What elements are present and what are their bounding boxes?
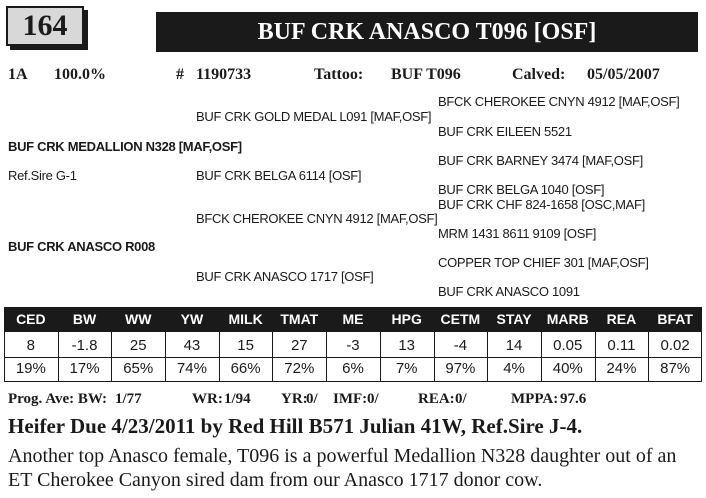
epd-value-cell: -1.8 — [71, 337, 98, 354]
epd-value-cell: 0.05 — [553, 337, 583, 354]
description-line-1: Another top Anasco female, T096 is a powerful Medallion N328 daughter out of an — [8, 445, 677, 467]
pedigree-dsd: MRM 1431 8611 9109 [OSF] — [438, 226, 597, 241]
tattoo-label: Tattoo: — [314, 66, 364, 83]
prog-rea-value: 0/ — [455, 391, 467, 407]
epd-value-cell: 8 — [26, 337, 36, 354]
pedigree-dds: COPPER TOP CHIEF 301 [MAF,OSF] — [438, 255, 649, 270]
pedigree-dam-sire: BFCK CHEROKEE CNYN 4912 [MAF,OSF] — [196, 211, 438, 226]
epd-value-cell: 25 — [129, 337, 147, 354]
epd-header-cell: WW — [125, 311, 152, 327]
pedigree-sdd: BUF CRK BELGA 1040 [OSF] — [438, 182, 605, 197]
epd-column-divider — [58, 331, 59, 381]
breeding-headline: Heifer Due 4/23/2011 by Red Hill B571 Julian 41W, Ref.Sire J-4. — [8, 414, 583, 438]
prog-imf-value: 0/ — [367, 391, 379, 407]
epd-percentile-cell: 19% — [15, 360, 46, 377]
epd-column-divider — [380, 331, 381, 381]
prog-rea-label: REA: — [418, 391, 455, 407]
pedigree-dss: BUF CRK CHF 824-1658 [OSC,MAF] — [438, 197, 645, 212]
registration-code: 1A — [8, 66, 28, 83]
epd-header-cell: ME — [342, 311, 364, 327]
epd-header-cell: BW — [72, 311, 97, 327]
epd-header-cell: YW — [180, 311, 204, 327]
epd-value-cell: 27 — [290, 337, 308, 354]
description-line-2: ET Cherokee Canyon sired dam from our Anasco 1717 donor cow. — [8, 469, 543, 491]
tattoo-value: BUF T096 — [391, 66, 461, 83]
registration-label: # — [176, 66, 184, 83]
epd-top-rule — [4, 331, 702, 332]
animal-name-title: BUF CRK ANASCO T096 [OSF] — [156, 12, 698, 52]
calved-label: Calved: — [512, 66, 566, 83]
prog-mppa-value: 97.6 — [560, 391, 587, 407]
epd-column-divider — [272, 331, 273, 381]
percent-value: 100.0% — [54, 66, 106, 83]
epd-value-cell: 43 — [183, 337, 201, 354]
epd-percentile-cell: 7% — [395, 360, 418, 377]
ref-sire: Ref.Sire G-1 — [8, 168, 77, 183]
epd-percentile-cell: 4% — [503, 360, 525, 377]
pedigree-dam: BUF CRK ANASCO R008 — [8, 239, 155, 254]
pedigree-dam-dam: BUF CRK ANASCO 1717 [OSF] — [196, 269, 374, 284]
epd-header-cell: HPG — [391, 311, 422, 327]
epd-value-cell: 0.11 — [607, 337, 636, 354]
epd-column-divider — [434, 331, 435, 381]
epd-header-cell: STAY — [496, 311, 532, 327]
epd-percentile-cell: 87% — [660, 360, 691, 377]
prog-bw-value: 1/77 — [115, 391, 142, 407]
epd-percentile-cell: 17% — [69, 360, 100, 377]
pedigree-sds: BUF CRK BARNEY 3474 [MAF,OSF] — [438, 153, 643, 168]
prog-bw-label: Prog. Ave: BW: — [8, 391, 108, 407]
epd-middle-rule — [4, 357, 702, 358]
epd-value-cell: -3 — [346, 337, 360, 354]
epd-value-cell: 14 — [505, 337, 523, 354]
epd-percentile-cell: 72% — [284, 360, 315, 377]
prog-wr-value: 1/94 — [224, 391, 251, 407]
pedigree-ddd: BUF CRK ANASCO 1091 — [438, 284, 580, 299]
pedigree-ssd: BUF CRK EILEEN 5521 — [438, 124, 572, 139]
epd-value-cell: 13 — [398, 337, 416, 354]
epd-percentile-cell: 66% — [230, 360, 261, 377]
epd-column-divider — [111, 331, 112, 381]
epd-header-cell: REA — [606, 311, 637, 327]
pedigree-sss: BFCK CHEROKEE CNYN 4912 [MAF,OSF] — [438, 94, 680, 109]
epd-percentile-cell: 65% — [123, 360, 154, 377]
epd-value-cell: 15 — [237, 337, 254, 354]
epd-left-border — [4, 331, 5, 381]
prog-mppa-label: MPPA: — [511, 391, 559, 407]
prog-yr-label: YR: — [281, 391, 308, 407]
registration-number: 1190733 — [196, 66, 252, 83]
prog-yr-value: 0/ — [306, 391, 318, 407]
epd-percentile-cell: 6% — [342, 360, 364, 377]
prog-imf-label: IMF: — [333, 391, 368, 407]
epd-right-border — [701, 331, 702, 381]
calved-date: 05/05/2007 — [587, 66, 660, 83]
pedigree-sire-sire: BUF CRK GOLD MEDAL L091 [MAF,OSF] — [196, 109, 432, 124]
epd-column-divider — [487, 331, 488, 381]
epd-value-cell: 0.02 — [660, 337, 690, 354]
epd-header-cell: MARB — [546, 311, 589, 327]
epd-column-divider — [648, 331, 649, 381]
epd-column-divider — [219, 331, 220, 381]
pedigree-sire-dam: BUF CRK BELGA 6114 [OSF] — [196, 168, 362, 183]
epd-bottom-rule — [4, 381, 702, 382]
epd-value-cell: -4 — [453, 337, 468, 354]
prog-wr-label: WR: — [192, 391, 223, 407]
epd-percentile-cell: 74% — [176, 360, 207, 377]
epd-percentile-cell: 97% — [445, 360, 476, 377]
epd-column-divider — [165, 331, 166, 381]
epd-percentile-cell: 24% — [606, 360, 637, 377]
epd-table — [4, 307, 702, 381]
epd-header-cell: TMAT — [280, 311, 319, 327]
epd-column-divider — [326, 331, 327, 381]
epd-header-cell: BFAT — [657, 311, 693, 327]
epd-header-cell: CETM — [440, 311, 481, 327]
epd-column-divider — [595, 331, 596, 381]
lot-number: 164 — [6, 6, 84, 46]
epd-percentile-cell: 40% — [552, 360, 583, 377]
epd-header-cell: MILK — [228, 311, 263, 327]
epd-column-divider — [541, 331, 542, 381]
pedigree-sire: BUF CRK MEDALLION N328 [MAF,OSF] — [8, 139, 242, 154]
epd-header-cell: CED — [16, 311, 46, 327]
